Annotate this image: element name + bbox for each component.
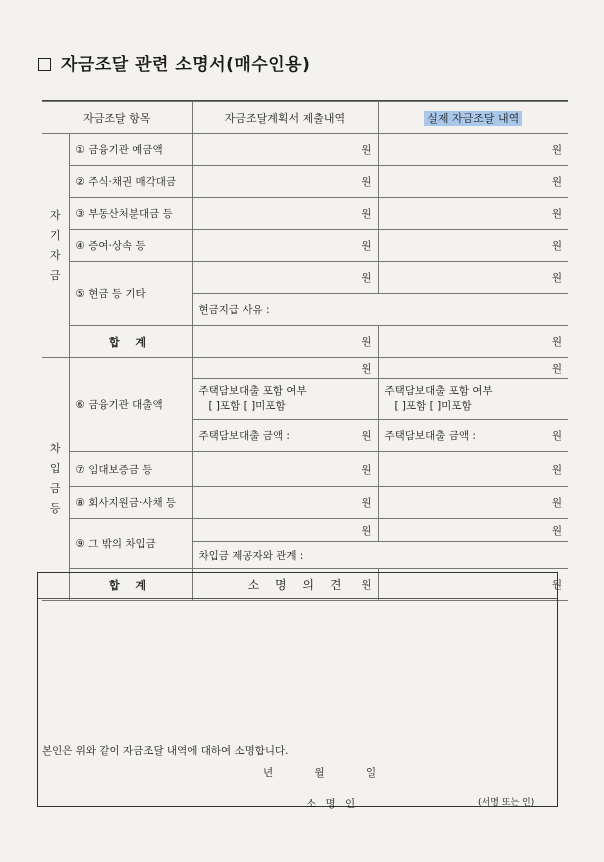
item-label: ⑨ 그 밖의 차입금 (69, 519, 192, 569)
plan-mortgage-amount[interactable] (192, 420, 378, 452)
opinion-text-area[interactable] (38, 599, 557, 739)
plan-amount[interactable]: 원 (192, 262, 378, 294)
mortgage-question: 주택담보대출 포함 여부 (384, 385, 493, 397)
table-row (42, 134, 568, 166)
lender-relation-field[interactable]: 차입금 제공자와 관계 : (192, 542, 568, 569)
header-item: 자금조달 항목 (42, 102, 192, 134)
opinion-heading: 소 명 의 견 (38, 573, 557, 599)
plan-amount[interactable]: 원 (192, 198, 378, 230)
actual-amount[interactable]: 원 (378, 198, 568, 230)
item-label: ⑥ 금융기관 대출액 (69, 358, 192, 452)
own-funds-label: 자기 자금 (42, 134, 69, 358)
plan-amount[interactable]: 원 (192, 134, 378, 166)
item-label: ⑦ 임대보증금 등 (69, 452, 192, 487)
sign-note: (서명 또는 인) (478, 798, 535, 808)
table-row (42, 198, 568, 230)
table-row (42, 262, 568, 294)
plan-amount[interactable]: 원 (192, 569, 378, 601)
table-header-row (42, 102, 568, 134)
borrowed-funds-label: 차입 금등 (42, 358, 69, 601)
actual-amount[interactable]: 원 (378, 487, 568, 519)
header-plan: 자금조달계획서 제출내역 (192, 102, 378, 134)
month-label: 월 (314, 767, 325, 779)
item-label: ② 주식·채권 매각대금 (69, 166, 192, 198)
table-row (42, 166, 568, 198)
plan-amount[interactable]: 원 (192, 326, 378, 358)
item-label: ① 금융기관 예금액 (69, 134, 192, 166)
table-row (42, 230, 568, 262)
checkbox-square-icon (38, 58, 51, 71)
plan-amount[interactable]: 원 (192, 519, 378, 542)
date-line (263, 765, 414, 780)
plan-amount[interactable]: 원 (192, 166, 378, 198)
actual-amount[interactable]: 원 (378, 326, 568, 358)
actual-amount[interactable]: 원 (378, 134, 568, 166)
mortgage-options[interactable]: [ ]포함 [ ]미포함 (208, 400, 286, 412)
table-row (42, 519, 568, 542)
item-label: ④ 증여·상속 등 (69, 230, 192, 262)
year-label: 년 (263, 767, 274, 779)
plan-mortgage-inclusion[interactable] (192, 379, 378, 420)
page-title-text: 자금조달 관련 소명서(매수인용) (61, 55, 311, 75)
actual-amount[interactable]: 원 (378, 452, 568, 487)
mortgage-amount-label: 주택담보대출 금액 : (384, 430, 476, 442)
day-label: 일 (366, 767, 377, 779)
unit-label: 원 (361, 430, 372, 442)
header-actual (378, 102, 568, 134)
actual-amount[interactable]: 원 (378, 230, 568, 262)
mortgage-question: 주택담보대출 포함 여부 (198, 385, 307, 397)
funding-table (42, 101, 568, 601)
signer-label: 소 명 인 (306, 798, 359, 810)
plan-amount[interactable]: 원 (192, 452, 378, 487)
unit-label: 원 (551, 430, 562, 442)
total-label: 합 계 (69, 326, 192, 358)
plan-amount[interactable]: 원 (192, 358, 378, 379)
table-row (42, 452, 568, 487)
item-label: ⑧ 회사지원금·사채 등 (69, 487, 192, 519)
page-title (38, 50, 310, 75)
actual-amount[interactable]: 원 (378, 358, 568, 379)
item-label: ③ 부동산처분대금 등 (69, 198, 192, 230)
opinion-box (37, 572, 558, 810)
declaration-text: 본인은 위와 같이 자금조달 내역에 대하여 소명합니다. (42, 745, 289, 757)
header-actual-label: 실제 자금조달 내역 (424, 111, 522, 126)
mortgage-options[interactable]: [ ]포함 [ ]미포함 (394, 400, 472, 412)
plan-amount[interactable]: 원 (192, 487, 378, 519)
actual-mortgage-amount[interactable] (378, 420, 568, 452)
actual-amount[interactable]: 원 (378, 569, 568, 601)
own-total-row (42, 326, 568, 358)
actual-amount[interactable]: 원 (378, 262, 568, 294)
table-row (42, 487, 568, 519)
actual-mortgage-inclusion[interactable] (378, 379, 568, 420)
mortgage-amount-label: 주택담보대출 금액 : (198, 430, 290, 442)
plan-amount[interactable]: 원 (192, 230, 378, 262)
actual-amount[interactable]: 원 (378, 519, 568, 542)
total-label: 합 계 (69, 569, 192, 601)
actual-amount[interactable]: 원 (378, 166, 568, 198)
item-label: ⑤ 현금 등 기타 (69, 262, 192, 326)
cash-reason-field[interactable]: 현금지급 사유 : (192, 294, 568, 326)
table-row (42, 358, 568, 379)
